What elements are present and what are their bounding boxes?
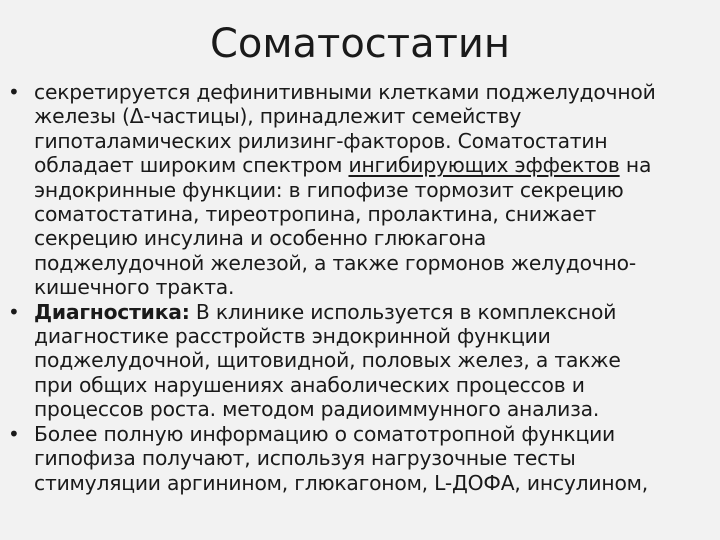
bullet-item-description (0, 80, 720, 300)
bullet-marker: • (8, 80, 20, 104)
text-segment: В клинике используется в комплексной (195, 299, 617, 324)
text-line (34, 153, 710, 177)
text-segment: обладает широким спектром (34, 153, 343, 178)
text-line: поджелудочной железой, а также гормонов желудочно- (34, 250, 636, 275)
text-line: гипоталамических рилизинг-факторов. Соматостатин (34, 128, 608, 153)
bullet-item-diagnostics (0, 300, 720, 422)
text-line: соматостатина, тиреотропина, пролактина, снижает (34, 202, 597, 227)
bullet-marker: • (8, 299, 20, 324)
text-line: эндокринные функции: в гипофизе тормозит секрецию (34, 177, 624, 202)
text-line: железы (Δ-частицы), принадлежит семейству (34, 104, 522, 129)
bullet-item-tests (0, 422, 720, 495)
text-line (34, 300, 710, 324)
text-line: кишечного тракта. (34, 275, 235, 300)
text-line: секретируется дефинитивными клетками поджелудочной (34, 80, 656, 104)
text-line: секрецию инсулина и особенно глюкагона (34, 226, 487, 251)
bullet-marker: • (8, 421, 20, 446)
text-line: диагностике расстройств эндокринной функции (34, 324, 551, 349)
bullet-list (0, 80, 720, 495)
text-line: гипофиза получают, используя нагрузочные тесты (34, 446, 576, 471)
slide-title: Соматостатин (209, 21, 511, 67)
text-line: процессов роста. методом радиоиммунного анализа. (34, 397, 600, 422)
text-line: Более полную информацию о соматотропной функции (34, 421, 616, 446)
text-line: стимуляции аргинином, глюкагоном, L-ДОФА, инсулином, (34, 470, 649, 495)
inhibitory-effects-link[interactable]: ингибирующих эффектов (348, 153, 620, 178)
text-line: поджелудочной, щитовидной, половых желез, а также (34, 348, 621, 373)
diagnostics-label: Диагностика: (34, 299, 190, 324)
text-segment: на (625, 153, 652, 178)
text-line: при общих нарушениях анаболических процессов и (34, 372, 585, 397)
